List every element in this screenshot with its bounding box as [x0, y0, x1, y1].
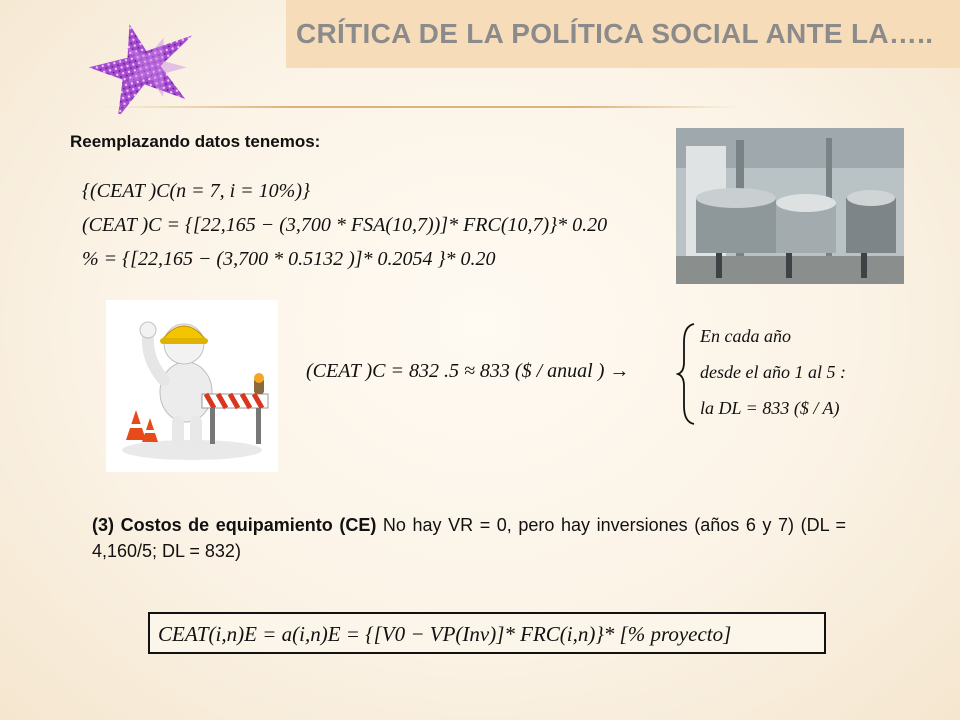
formula-text: CEAT(i,n)E = a(i,n)E = {[V0 − VP(Inv)]* FRC(i,n)}* [% proyecto] — [158, 622, 732, 646]
case-line-2: desde el año 1 al 5 : — [700, 362, 846, 382]
paragraph-lead: (3) Costos de equipamiento (CE) — [92, 515, 377, 535]
case-line-3: la DL = 833 ($ / A) — [700, 398, 840, 418]
result-equation: (CEAT )C = 832 .5 ≈ 833 ($ / anual ) → — [306, 360, 630, 382]
equipment-costs-paragraph — [92, 512, 846, 564]
equation-line-2: (CEAT )C = {[22,165 − (3,700 * FSA(10,7))]* FRC(10,7)}* 0.20 — [82, 214, 608, 236]
curly-brace-icon — [676, 322, 698, 426]
equation-line-1: {(CEAT )C(n = 7, i = 10%)} — [82, 180, 310, 202]
construction-worker-illustration — [106, 300, 278, 472]
industrial-kitchen-photo — [676, 128, 904, 284]
slide-title: CRÍTICA DE LA POLÍTICA SOCIAL ANTE LA….. — [296, 18, 934, 49]
equation-line-3: % = {[22,165 − (3,700 * 0.5132 )]* 0.2054 }* 0.20 — [82, 248, 496, 270]
star-logo-icon — [84, 18, 208, 114]
formula-box — [148, 612, 826, 654]
paragraph-text: No hay VR = 0, pero hay inversiones (años 6 y 7) (DL = 4,160/5; DL = 832) — [92, 515, 847, 561]
case-line-1: En cada año — [700, 326, 791, 346]
title-divider — [100, 106, 740, 108]
subtitle: Reemplazando datos tenemos: — [70, 132, 321, 151]
